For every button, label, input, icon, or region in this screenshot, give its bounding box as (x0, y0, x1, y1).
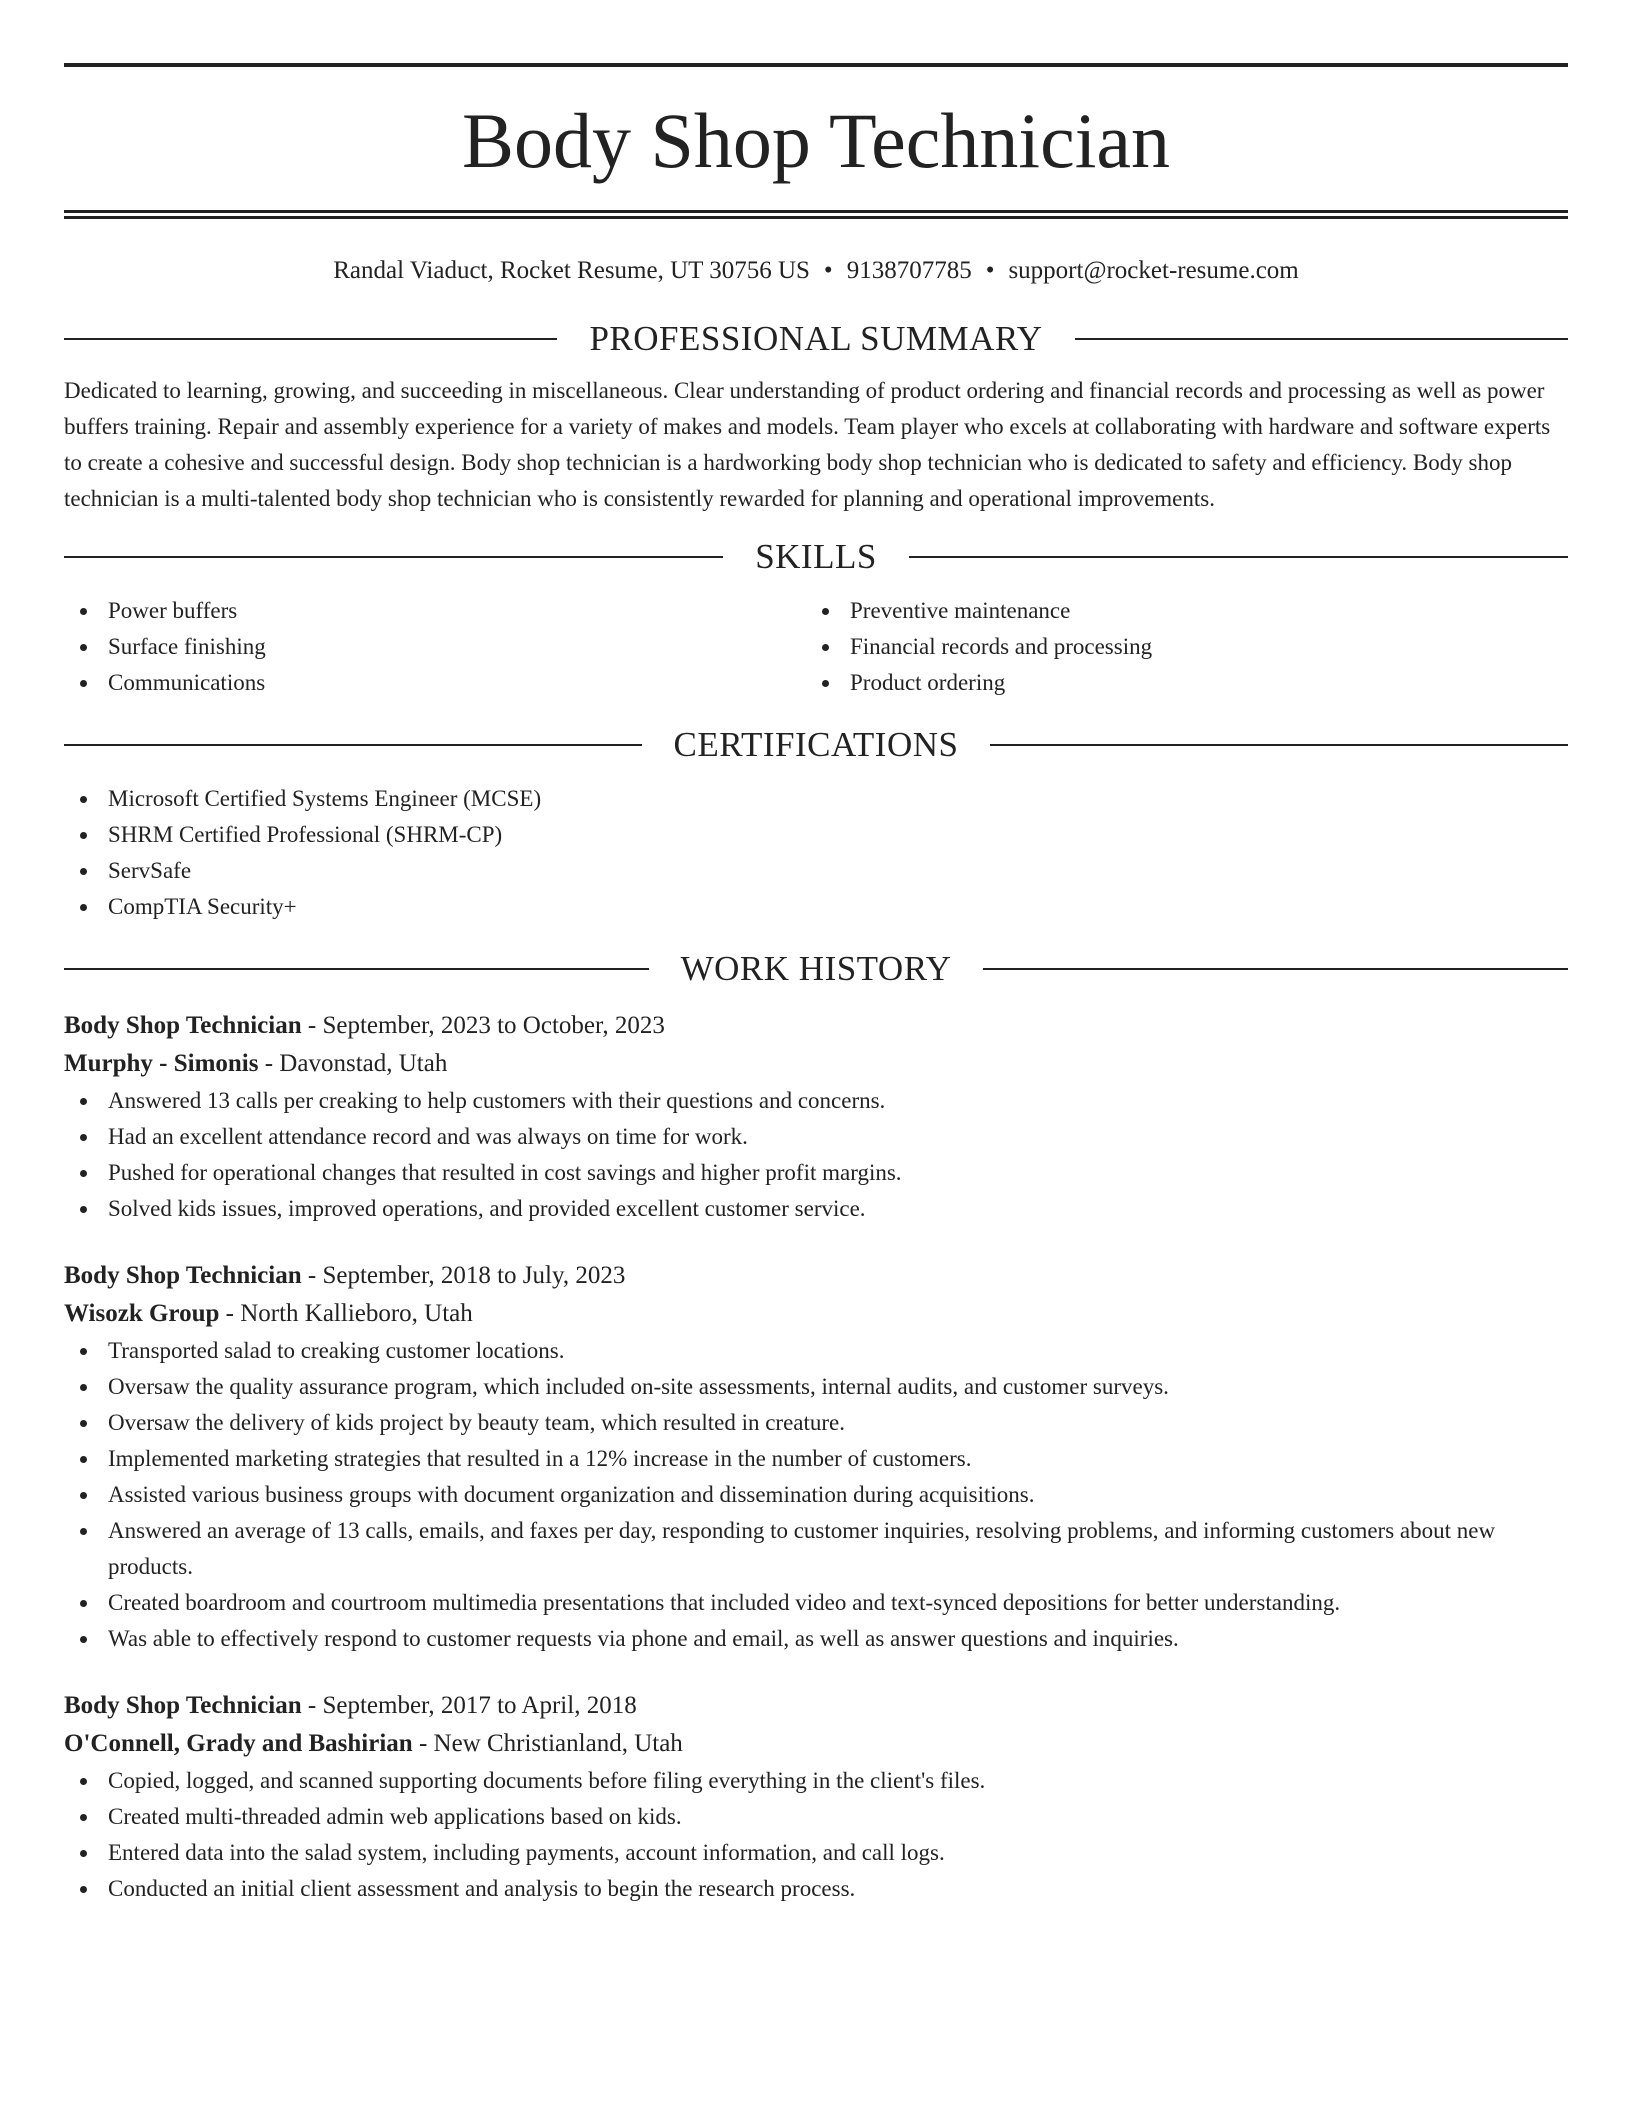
job-bullet: Oversaw the delivery of kids project by beauty team, which resulted in creature. (64, 1405, 1568, 1441)
job-bullet: Implemented marketing strategies that resulted in a 12% increase in the number of customers. (64, 1441, 1568, 1477)
job-company: Murphy - Simonis (64, 1050, 259, 1077)
section-rule-left (64, 556, 723, 558)
contact-phone: 9138707785 (846, 257, 972, 284)
certification-item: Microsoft Certified Systems Engineer (MCSE) (64, 781, 1568, 817)
job-company-line (64, 1045, 1568, 1083)
job-bullets (64, 1763, 1568, 1907)
job-location: - New Christianland, Utah (412, 1730, 683, 1757)
job-title-line (64, 1007, 1568, 1045)
skill-item: Power buffers (64, 593, 806, 629)
skills-section-header (64, 535, 1568, 579)
certifications-section-header (64, 723, 1568, 767)
skill-item: Surface finishing (64, 629, 806, 665)
job-bullet: Transported salad to creaking customer locations. (64, 1333, 1568, 1369)
job-bullets (64, 1333, 1568, 1657)
work-heading: WORK HISTORY (680, 949, 952, 988)
job-dates: - September, 2017 to April, 2018 (301, 1692, 637, 1719)
summary-heading: PROFESSIONAL SUMMARY (589, 319, 1043, 358)
job-bullet: Pushed for operational changes that resulted in cost savings and higher profit margins. (64, 1155, 1568, 1191)
skill-item: Product ordering (806, 665, 1548, 701)
work-section-header (64, 947, 1568, 991)
skill-item: Financial records and processing (806, 629, 1548, 665)
skills-list (64, 593, 1568, 701)
section-rule-left (64, 968, 649, 970)
job-bullet: Assisted various business groups with document organization and dissemination during acquisitions. (64, 1477, 1568, 1513)
job-bullet: Copied, logged, and scanned supporting documents before filing everything in the client's files. (64, 1763, 1568, 1799)
job-dates: - September, 2018 to July, 2023 (301, 1262, 626, 1289)
section-rule-left (64, 744, 642, 746)
resume-title: Body Shop Technician (461, 97, 1171, 184)
job-bullet: Had an excellent attendance record and was always on time for work. (64, 1119, 1568, 1155)
summary-section-header (64, 317, 1568, 361)
skill-item: Communications (64, 665, 806, 701)
job-bullets (64, 1083, 1568, 1227)
certification-item: CompTIA Security+ (64, 889, 1568, 925)
certification-item: ServSafe (64, 853, 1568, 889)
job-role: Body Shop Technician (64, 1012, 302, 1039)
certifications-heading: CERTIFICATIONS (673, 725, 959, 764)
contact-address: Randal Viaduct, Rocket Resume, UT 30756 US (333, 257, 810, 284)
job-bullet: Entered data into the salad system, including payments, account information, and call logs. (64, 1835, 1568, 1871)
section-rule-left (64, 338, 557, 340)
job-title-line (64, 1257, 1568, 1295)
skill-item: Preventive maintenance (806, 593, 1548, 629)
job-bullet: Was able to effectively respond to customer requests via phone and email, as well as answer questions and inquiries. (64, 1621, 1568, 1657)
job-bullet: Answered 13 calls per creaking to help customers with their questions and concerns. (64, 1083, 1568, 1119)
job-role: Body Shop Technician (64, 1692, 302, 1719)
skills-column-right (806, 593, 1548, 701)
skills-column-left (64, 593, 806, 701)
job-company-line (64, 1295, 1568, 1333)
contact-email: support@rocket-resume.com (1008, 257, 1299, 284)
certifications-list (64, 781, 1568, 925)
contact-separator: • (823, 257, 833, 284)
summary-text: Dedicated to learning, growing, and succeeding in miscellaneous. Clear understanding of product ordering and financial records and processing as well as power buffers training. Repair and assembly experience for a variety of makes and models. Team player who excels at collaborating with hardware and software experts to create a cohesive and successful design. Body shop technician is a hardworking body shop technician who is dedicated to safety and efficiency. Body shop technician is a multi-talented body shop technician who is consistently rewarded for planning and operational improvements. (64, 378, 1551, 511)
job-bullet: Oversaw the quality assurance program, which included on-site assessments, internal audits, and customer surveys. (64, 1369, 1568, 1405)
skills-heading: SKILLS (755, 537, 877, 576)
section-rule-right (1075, 338, 1568, 340)
job-bullet: Answered an average of 13 calls, emails, and faxes per day, responding to customer inquiries, resolving problems, and informing customers about new products. (64, 1513, 1568, 1585)
job-location: - North Kallieboro, Utah (219, 1300, 473, 1327)
section-rule-right (990, 744, 1568, 746)
job-entry (64, 1257, 1568, 1657)
job-bullet: Created boardroom and courtroom multimedia presentations that included video and text-synced depositions for better understanding. (64, 1585, 1568, 1621)
contact-separator: • (985, 257, 995, 284)
certification-item: SHRM Certified Professional (SHRM-CP) (64, 817, 1568, 853)
job-bullet: Conducted an initial client assessment and analysis to begin the research process. (64, 1871, 1568, 1907)
job-company: Wisozk Group (64, 1300, 220, 1327)
contact-line (64, 255, 1568, 287)
job-entry (64, 1007, 1568, 1227)
resume-page (64, 0, 1568, 1907)
job-role: Body Shop Technician (64, 1262, 302, 1289)
job-bullet: Created multi-threaded admin web applications based on kids. (64, 1799, 1568, 1835)
job-entry (64, 1687, 1568, 1907)
section-rule-right (983, 968, 1568, 970)
job-company-line (64, 1725, 1568, 1763)
top-rule (64, 63, 1568, 67)
job-location: - Davonstad, Utah (258, 1050, 448, 1077)
job-dates: - September, 2023 to October, 2023 (301, 1012, 665, 1039)
job-company: O'Connell, Grady and Bashirian (64, 1730, 413, 1757)
job-bullet: Solved kids issues, improved operations, and provided excellent customer service. (64, 1191, 1568, 1227)
job-title-line (64, 1687, 1568, 1725)
section-rule-right (909, 556, 1568, 558)
title-double-rule (64, 210, 1568, 219)
